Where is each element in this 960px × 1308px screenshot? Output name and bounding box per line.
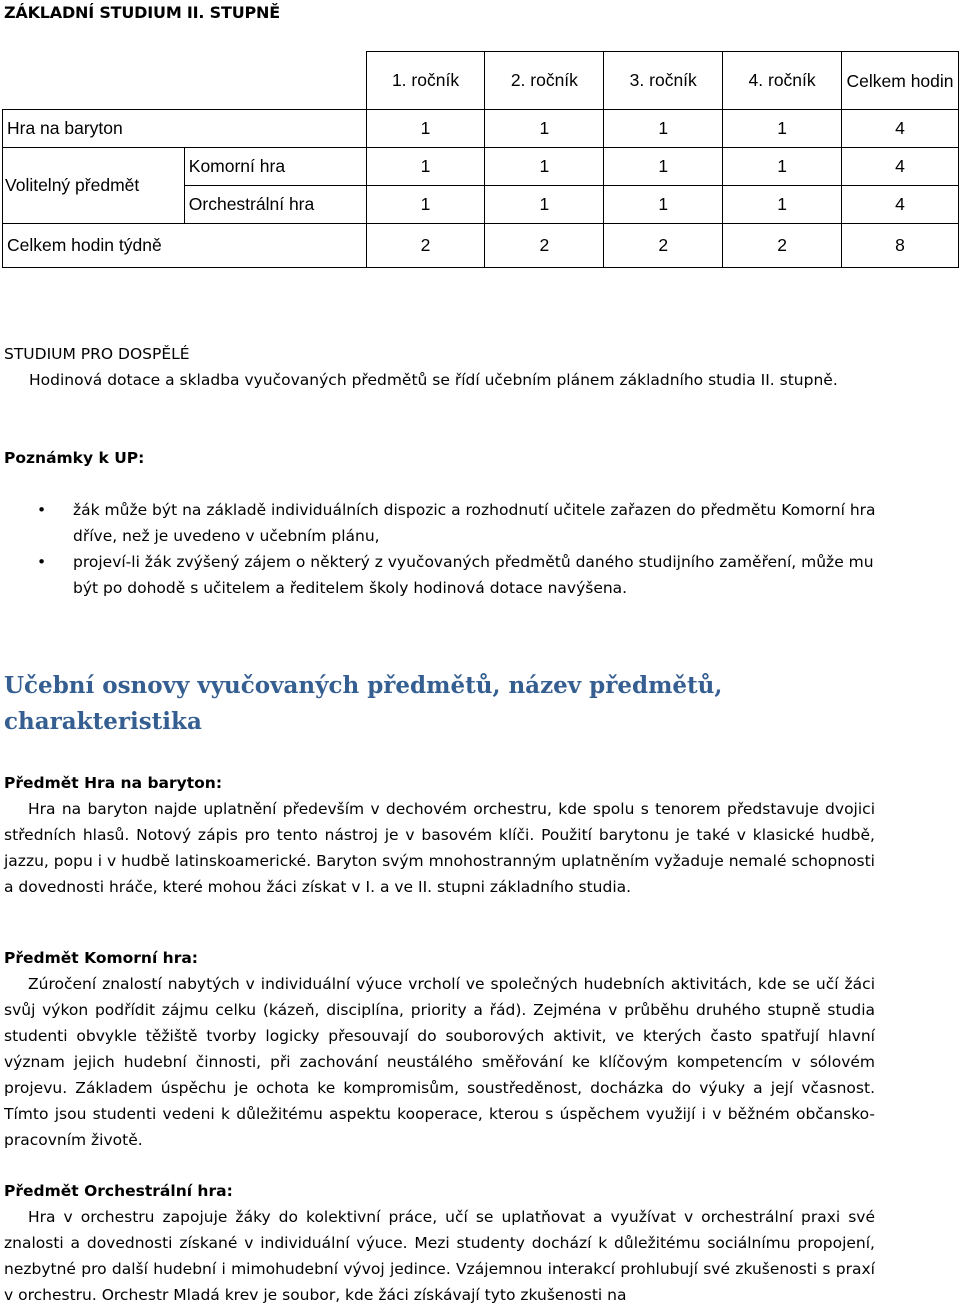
list-item — [0, 497, 960, 549]
table-cell: 1 — [485, 110, 604, 148]
subject-text — [4, 971, 875, 1153]
table-cell: 2 — [723, 224, 842, 268]
table-cell: 2 — [366, 224, 485, 268]
subject-text-content: Hra v orchestru zapojuje žáky do kolektivní práce, učí se uplatňovat a využívat v orchestrální praxi své znalosti a dovednosti získané v individuální výuce. Mezi studenty dochází k důležitému sociálnímu propojení, nezbytné pro další hudební i mimohudební vývoj jedince. Vzájemnou interakcí prohlubují své zkušenosti s praxí v orchestru. Orchestr Mladá krev je soubor, kde žáci získávají tyto zkušenosti na — [4, 1208, 875, 1304]
header-blank — [3, 52, 367, 110]
header-year-3: 3. ročník — [604, 52, 723, 110]
table-total-row — [3, 224, 959, 268]
page-title: ZÁKLADNÍ STUDIUM II. STUPNĚ — [4, 3, 280, 22]
header-year-4: 4. ročník — [723, 52, 842, 110]
header-year-1: 1. ročník — [366, 52, 485, 110]
row-label: Orchestrální hra — [184, 186, 366, 224]
table-cell: 1 — [366, 186, 485, 224]
adults-heading: STUDIUM PRO DOSPĚLÉ — [4, 345, 190, 363]
row-group-label: Volitelný předmět — [3, 148, 185, 224]
table-cell: 1 — [485, 186, 604, 224]
table-cell: 4 — [842, 110, 959, 148]
adults-text: Hodinová dotace a skladba vyučovaných předmětů se řídí učebním plánem základního studia II. stupně. — [29, 371, 838, 389]
table-cell: 2 — [604, 224, 723, 268]
table-cell: 8 — [842, 224, 959, 268]
subject-text — [4, 1204, 875, 1308]
table-cell: 2 — [485, 224, 604, 268]
table-cell: 4 — [842, 186, 959, 224]
table-cell: 1 — [604, 148, 723, 186]
subject-text-content: Hra na baryton najde uplatnění především v dechovém orchestru, kde spolu s tenorem představuje dvojici středních hlasů. Notový zápis pro tento nástroj je v basovém klíči. Použití barytonu je také v klasické hudbě, jazzu, popu i v hudbě latinskoamerické. Baryton svým mnohostranným uplatněním vyžaduje nemalé schopnosti a dovednosti hráče, které mohou žáci získat v I. a ve II. stupni základního studia. — [4, 800, 875, 896]
subject-heading: Předmět Komorní hra: — [4, 949, 198, 967]
bullet-icon: • — [37, 501, 47, 519]
study-plan-table — [2, 51, 959, 268]
header-total: Celkem hodin — [842, 52, 959, 110]
table-cell: 1 — [723, 186, 842, 224]
row-label: Celkem hodin týdně — [3, 224, 367, 268]
notes-heading: Poznámky k UP: — [4, 449, 145, 467]
row-label: Hra na baryton — [3, 110, 367, 148]
note-text: žák může být na základě individuálních dispozic a rozhodnutí učitele zařazen do předmětu Komorní hra dříve, než je uvedeno v učebním plánu, — [73, 501, 876, 545]
table-cell: 1 — [366, 148, 485, 186]
table-cell: 4 — [842, 148, 959, 186]
table-cell: 1 — [604, 186, 723, 224]
bullet-icon: • — [37, 553, 47, 571]
row-label: Komorní hra — [184, 148, 366, 186]
table-row — [3, 148, 959, 186]
note-text: projeví-li žák zvýšený zájem o některý z vyučovaných předmětů daného studijního zaměření, může mu být po dohodě s učitelem a ředitelem školy hodinová dotace navýšena. — [73, 553, 874, 597]
list-item — [0, 549, 960, 601]
section-title: Učební osnovy vyučovaných předmětů, název předmětů, charakteristika — [4, 672, 723, 735]
subject-heading: Předmět Hra na baryton: — [4, 774, 223, 792]
table-cell: 1 — [366, 110, 485, 148]
table-cell: 1 — [723, 148, 842, 186]
table-cell: 1 — [604, 110, 723, 148]
table-header-row — [3, 52, 959, 110]
subject-text — [4, 796, 875, 900]
subject-heading: Předmět Orchestrální hra: — [4, 1182, 233, 1200]
header-year-2: 2. ročník — [485, 52, 604, 110]
table-row — [3, 110, 959, 148]
notes-list — [0, 497, 960, 601]
subject-text-content: Zúročení znalostí nabytých v individuální výuce vrcholí ve společných hudebních aktivitách, kde se učí žáci svůj výkon podřídit zájmu celku (kázeň, disciplína, priority a řád). Zejména v průběhu druhého stupně studia studenti obvykle těžiště tvorby logicky přesouvají do souborových aktivit, ve kterých často spatřují hlavní význam jejich hudební činnosti, při zachování neustálého směřování ke klíčovým kompetencím v sólovém projevu. Základem úspěchu je ochota ke kompromisům, soustředěnost, docházka do výuky a její včasnost. Tímto jsou studenti vedeni k důležitému aspektu kooperace, kterou s úspěchem využijí i v běžném občansko-pracovním životě. — [4, 975, 875, 1149]
table-cell: 1 — [723, 110, 842, 148]
table-cell: 1 — [485, 148, 604, 186]
